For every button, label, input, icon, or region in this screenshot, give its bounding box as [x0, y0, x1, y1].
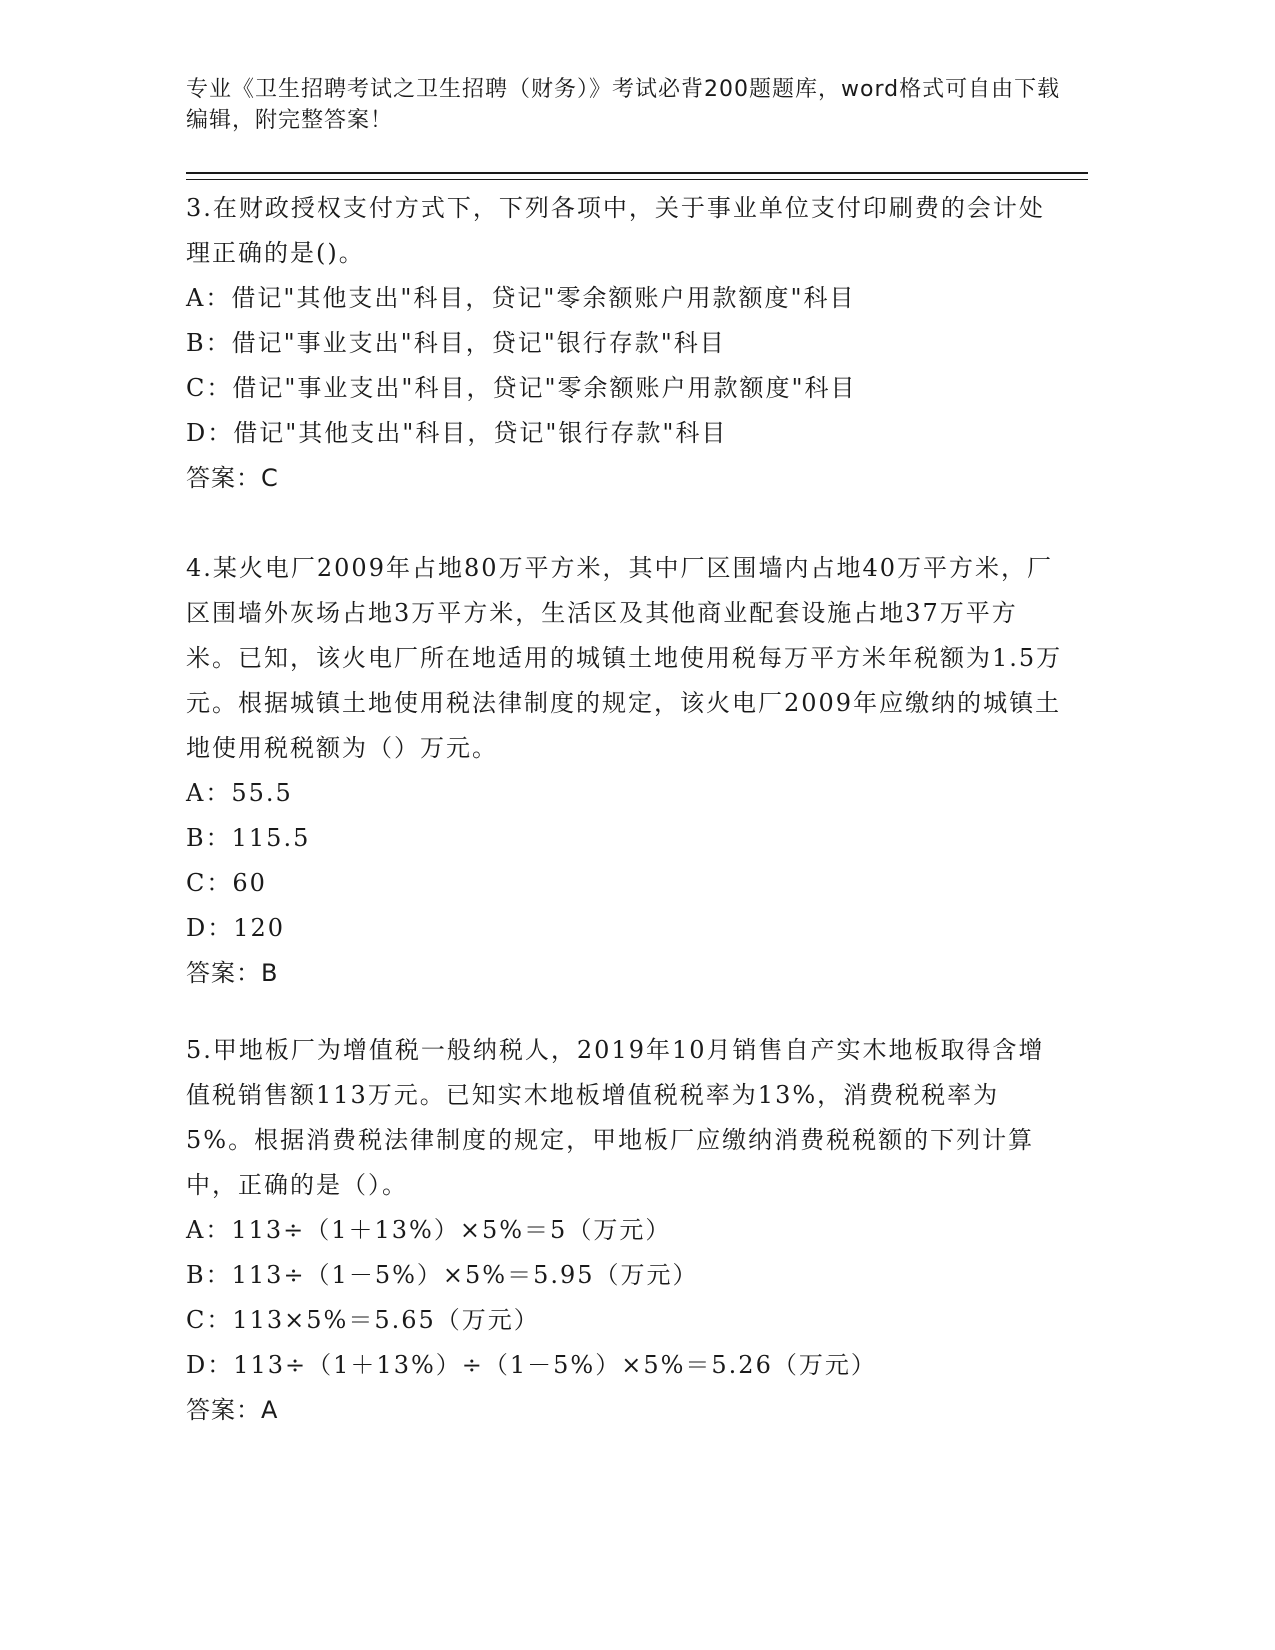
document-header: 专业《卫生招聘考试之卫生招聘（财务）》考试必背200题题库，word格式可自由下载编辑，附完整答案！ [186, 77, 1061, 133]
header-divider-thick [186, 172, 1088, 174]
question-5 [186, 1028, 1066, 1433]
question-3 [186, 186, 1066, 501]
header-divider-thin [186, 179, 1088, 180]
option-c: C：借记"事业支出"科目，贷记"零余额账户用款额度"科目 [186, 374, 857, 402]
option-c: C：60 [186, 869, 267, 897]
option-a: A：55.5 [186, 779, 293, 807]
question-4 [186, 546, 1066, 996]
answer-line: 答案：A [186, 1396, 279, 1424]
question-stem: 4.某火电厂2009年占地80万平方米，其中厂区围墙内占地40万平方米，厂区围墙外灰场占地3万平方米，生活区及其他商业配套设施占地37万平方米。已知，该火电厂所在地适用的城镇土地使用税每万平方米年税额为1.5万元。根据城镇土地使用税法律制度的规定，该火电厂2009年应缴纳的城镇土地使用税税额为（）万元。 [186, 554, 1063, 762]
option-b: B：113÷（1－5%）×5%＝5.95（万元） [186, 1261, 699, 1289]
option-c: C：113×5%＝5.65（万元） [186, 1306, 540, 1334]
option-d: D：113÷（1＋13%）÷（1－5%）×5%＝5.26（万元） [186, 1351, 877, 1379]
option-d: D：120 [186, 914, 286, 942]
option-b: B：115.5 [186, 824, 311, 852]
option-a: A：113÷（1＋13%）×5%＝5（万元） [186, 1216, 672, 1244]
question-stem: 3.在财政授权支付方式下，下列各项中，关于事业单位支付印刷费的会计处理正确的是()。 [186, 194, 1045, 267]
answer-line: 答案：C [186, 464, 279, 492]
option-b: B：借记"事业支出"科目，贷记"银行存款"科目 [186, 329, 726, 357]
answer-line: 答案：B [186, 959, 279, 987]
question-stem: 5.甲地板厂为增值税一般纳税人，2019年10月销售自产实木地板取得含增值税销售额113万元。已知实木地板增值税税率为13%，消费税税率为5%。根据消费税法律制度的规定，甲地板厂应缴纳消费税税额的下列计算中，正确的是（）。 [186, 1036, 1045, 1199]
option-d: D：借记"其他支出"科目，贷记"银行存款"科目 [186, 419, 728, 447]
option-a: A：借记"其他支出"科目，贷记"零余额账户用款额度"科目 [186, 284, 856, 312]
